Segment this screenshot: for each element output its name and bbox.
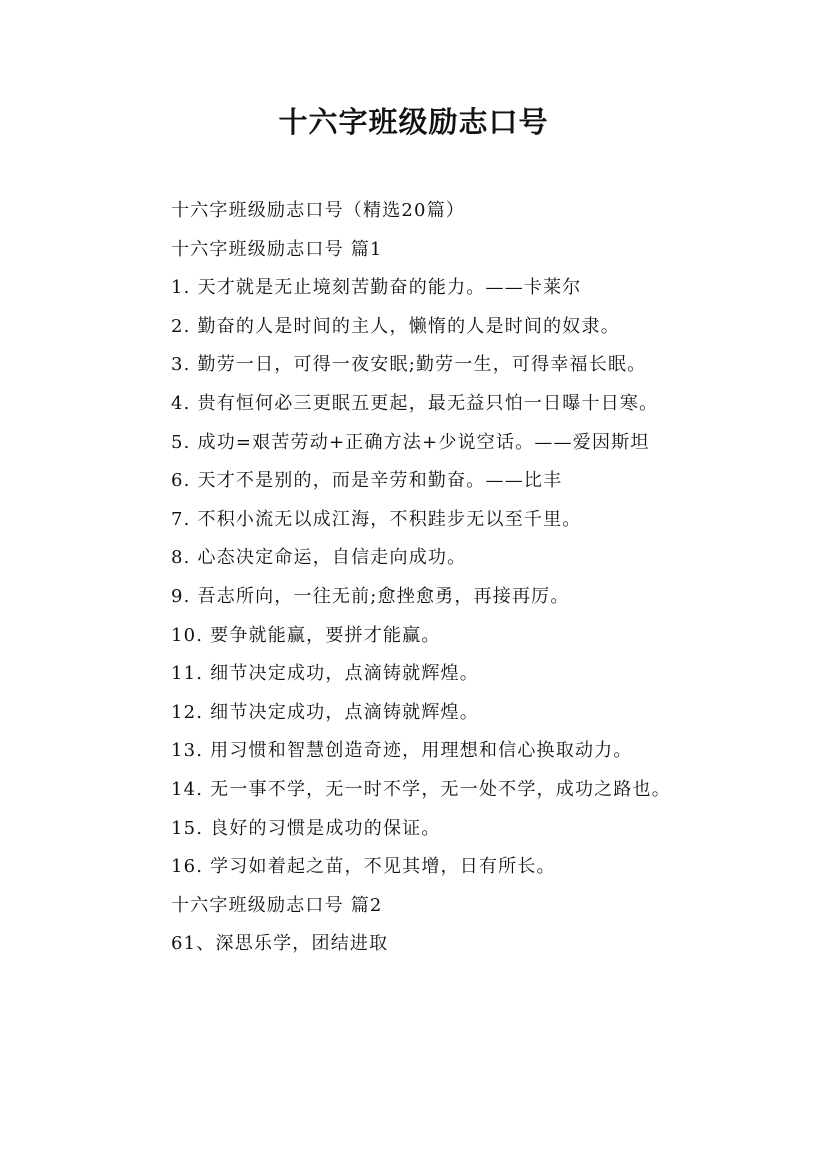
list-item: 3. 勤劳一日，可得一夜安眠;勤劳一生，可得幸福长眠。 bbox=[171, 354, 647, 376]
list-item: 13. 用习惯和智慧创造奇迹，用理想和信心换取动力。 bbox=[171, 740, 633, 762]
list-item: 12. 细节决定成功，点滴铸就辉煌。 bbox=[171, 701, 479, 723]
list-item: 5. 成功=艰苦劳动+正确方法+少说空话。——爱因斯坦 bbox=[171, 431, 650, 453]
list-item: 6. 天才不是别的，而是辛劳和勤奋。——比丰 bbox=[171, 470, 563, 492]
list-item: 14. 无一事不学，无一时不学，无一处不学，成功之路也。 bbox=[171, 778, 671, 800]
paragraph-subtitle: 十六字班级励志口号（精选20篇） bbox=[171, 200, 466, 221]
list-item: 10. 要争就能赢，要拼才能赢。 bbox=[171, 624, 441, 646]
section-heading-2: 十六字班级励志口号 篇2 bbox=[171, 894, 383, 916]
list-item: 7. 不积小流无以成江海，不积跬步无以至千里。 bbox=[171, 508, 582, 530]
list-item: 11. 细节决定成功，点滴铸就辉煌。 bbox=[171, 663, 479, 685]
list-item: 2. 勤奋的人是时间的主人，懒惰的人是时间的奴隶。 bbox=[171, 315, 620, 337]
list-item: 9. 吾志所向，一往无前;愈挫愈勇，再接再厉。 bbox=[171, 585, 570, 607]
list-item: 1. 天才就是无止境刻苦勤奋的能力。——卡莱尔 bbox=[171, 277, 582, 299]
list-item: 15. 良好的习惯是成功的保证。 bbox=[171, 817, 441, 839]
list-item: 61、深思乐学，团结进取 bbox=[171, 933, 389, 955]
section-heading-1: 十六字班级励志口号 篇1 bbox=[171, 238, 383, 260]
list-item: 4. 贵有恒何必三更眠五更起，最无益只怕一日曝十日寒。 bbox=[171, 392, 659, 414]
list-item: 8. 心态决定命运，自信走向成功。 bbox=[171, 547, 467, 569]
document-title: 十六字班级励志口号 bbox=[278, 105, 549, 139]
document-body bbox=[126, 192, 716, 964]
list-item: 16. 学习如着起之苗，不见其增，日有所长。 bbox=[171, 856, 556, 878]
